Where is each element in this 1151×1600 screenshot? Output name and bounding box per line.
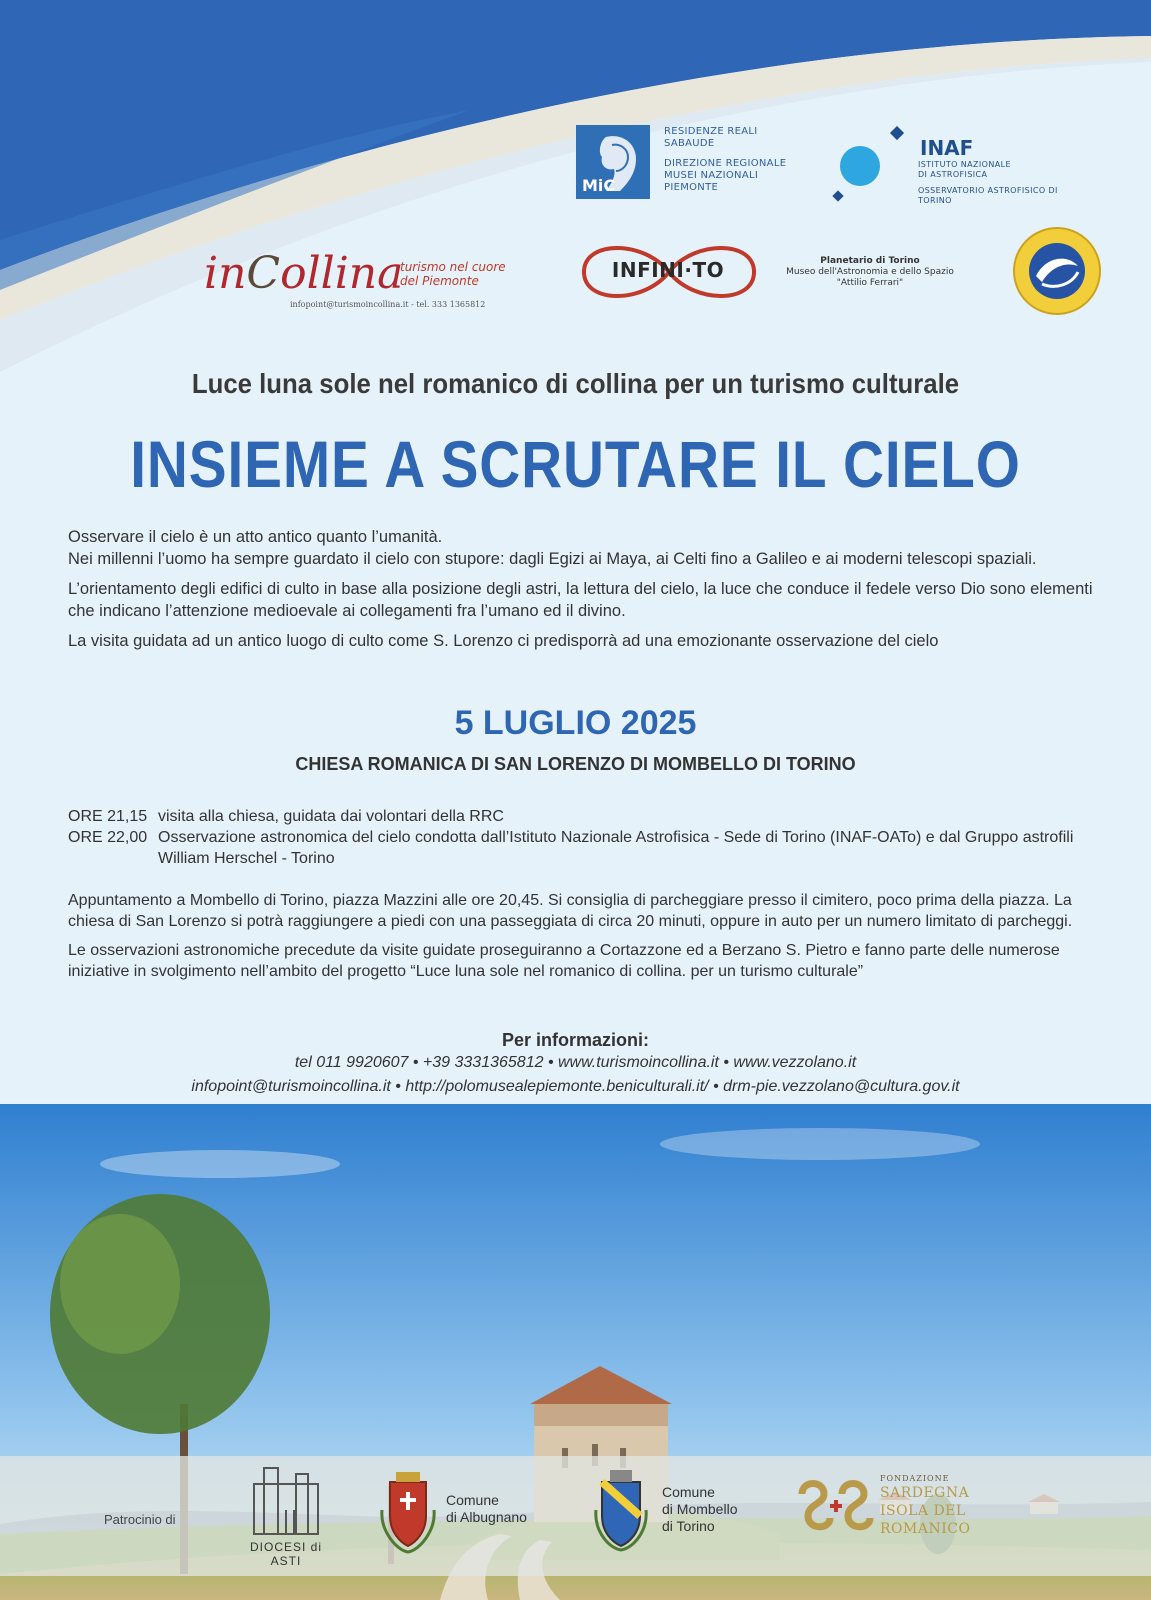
comune-line: di Albugnano bbox=[446, 1509, 527, 1525]
fondazione-name bbox=[880, 1484, 970, 1538]
fondazione-line: ISOLA DEL bbox=[880, 1503, 966, 1519]
comune-line: di Torino bbox=[662, 1518, 715, 1534]
info-line-contacts: tel 011 9920607 • +39 3331365812 • www.turismoincollina.it • www.vezzolano.it bbox=[294, 1054, 857, 1071]
poster-title: INSIEME A SCRUTARE IL CIELO bbox=[130, 427, 1021, 501]
mic-line: RESIDENZE REALI bbox=[664, 126, 758, 137]
poster-subtitle: Luce luna sole nel romanico di collina per un turismo culturale bbox=[191, 368, 960, 399]
inaf-logo-icon bbox=[830, 126, 910, 206]
tagline-line: del Piemonte bbox=[400, 274, 479, 288]
inaf-line: DI ASTROFISICA bbox=[918, 170, 988, 179]
schedule-row bbox=[68, 827, 1098, 869]
planetario-line: Museo dell'Astronomia e dello Spazio bbox=[786, 267, 954, 277]
albugnano-crest-icon bbox=[378, 1470, 438, 1554]
brand-rest: ollina bbox=[280, 248, 404, 299]
fondazione-emblem-icon bbox=[794, 1474, 878, 1538]
mic-line: DIREZIONE REGIONALE bbox=[664, 158, 787, 169]
mic-logo bbox=[576, 125, 650, 199]
incollina-brand bbox=[204, 248, 403, 299]
comune-line: di Mombello bbox=[662, 1501, 738, 1517]
mic-line: PIEMONTE bbox=[664, 182, 719, 193]
schedule-row bbox=[68, 806, 1098, 827]
intro-paragraph: La visita guidata ad un antico luogo di culto come S. Lorenzo ci predisporrà ad una emozionante osservazione del cielo bbox=[68, 632, 939, 650]
schedule-desc: Osservazione astronomica del cielo condotta dall’Istituto Nazionale Astrofisica - Sede di Torino (INAF-OATo) e dal Gruppo astrofili William Herschel - Torino bbox=[158, 829, 1074, 867]
intro-text bbox=[68, 526, 1098, 660]
mic-logo-text: MiC bbox=[582, 176, 616, 195]
herschel-astrofili-logo-icon bbox=[1012, 226, 1102, 316]
inaf-line: ISTITUTO NAZIONALE bbox=[918, 160, 1011, 169]
patrocinio-label: Patrocinio di bbox=[104, 1512, 176, 1527]
incollina-tagline bbox=[400, 260, 506, 288]
mic-line: SABAUDE bbox=[664, 138, 715, 149]
fondazione-line: SARDEGNA bbox=[880, 1485, 970, 1501]
schedule-desc: visita alla chiesa, guidata dai volontari della RRC bbox=[158, 808, 504, 825]
event-schedule bbox=[68, 806, 1098, 869]
infinito-label: INFINI·TO bbox=[611, 258, 725, 282]
diocesi-asti-logo bbox=[234, 1464, 338, 1568]
comune-line: Comune bbox=[662, 1484, 715, 1500]
mic-institution-text bbox=[664, 126, 786, 194]
cathedral-icon bbox=[234, 1464, 338, 1536]
inaf-line: OSSERVATORIO ASTROFISICO DI bbox=[918, 186, 1058, 195]
planetario-line: Planetario di Torino bbox=[820, 256, 920, 266]
intro-paragraph: Osservare il cielo è un atto antico quanto l’umanità. Nei millenni l’uomo ha sempre guardato il cielo con stupore: dagli Egizi ai Maya, ai Celti fino a Galileo e ai moderni telescopi spaziali. bbox=[68, 528, 1037, 568]
incollina-logo bbox=[204, 248, 506, 309]
albugnano-text bbox=[446, 1492, 527, 1526]
mic-line: MUSEI NAZIONALI bbox=[664, 170, 759, 181]
inaf-title: INAF bbox=[920, 136, 974, 160]
meeting-text bbox=[68, 890, 1098, 990]
incollina-contact: infopoint@turismoincollina.it - tel. 333 1365812 bbox=[290, 300, 486, 309]
fondazione-logo bbox=[794, 1474, 971, 1542]
event-date: 5 LUGLIO 2025 bbox=[454, 704, 697, 742]
planetario-text bbox=[770, 256, 970, 289]
mombello-crest-icon bbox=[592, 1468, 650, 1552]
tagline-line: turismo nel cuore bbox=[400, 260, 506, 274]
planetario-line: "Attilio Ferrari" bbox=[836, 278, 904, 288]
schedule-time: ORE 22,00 bbox=[68, 829, 148, 846]
meeting-paragraph: Appuntamento a Mombello di Torino, piazza Mazzini alle ore 20,45. Si consiglia di parcheggiare presso il cimitero, poco prima della piazza. La chiesa di San Lorenzo si potrà raggiungere a piedi con una passeggiata di circa 20 minuti, oppure in auto per un numero limitato di parcheggi. bbox=[68, 892, 1073, 930]
brand-c: C bbox=[246, 248, 281, 299]
info-title: Per informazioni: bbox=[501, 1030, 649, 1050]
meeting-paragraph: Le osservazioni astronomiche precedute da visite guidate proseguiranno a Cortazzone ed a Berzano S. Pietro e fanno parte delle numerose iniziative in svolgimento nell’ambito del progetto “Luce luna sole nel romanico di collina. per un turismo culturale” bbox=[68, 942, 1060, 980]
event-venue: CHIESA ROMANICA DI SAN LORENZO DI MOMBELLO DI TORINO bbox=[295, 754, 856, 774]
diocesi-caption: DIOCESI di ASTI bbox=[249, 1540, 322, 1568]
intro-paragraph: L’orientamento degli edifici di culto in base alla posizione degli astri, la lettura del cielo, la luce che conduce il fedele verso Dio sono elementi che indicano l’attenzione medioevale ai collegamenti fra l’umano ed il divino. bbox=[68, 580, 1093, 620]
info-line-links: infopoint@turismoincollina.it • http://polomusealepiemonte.beniculturali.it/ • drm-pie.vezzolano@cultura.gov.it bbox=[191, 1078, 960, 1095]
mombello-text bbox=[662, 1484, 737, 1535]
inaf-line: TORINO bbox=[918, 196, 952, 205]
comune-line: Comune bbox=[446, 1492, 499, 1508]
fondazione-small-text: FONDAZIONE bbox=[880, 1474, 950, 1483]
infinito-logo bbox=[574, 236, 764, 308]
fondazione-line: ROMANICO bbox=[880, 1521, 971, 1537]
inaf-text bbox=[918, 160, 1058, 206]
schedule-time: ORE 21,15 bbox=[68, 808, 148, 825]
brand-in: in bbox=[204, 248, 247, 299]
